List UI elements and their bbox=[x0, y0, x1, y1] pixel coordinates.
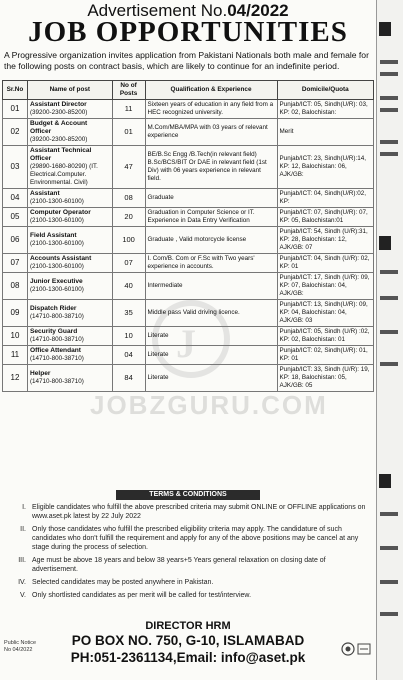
cell-sr-no: 08 bbox=[3, 273, 28, 300]
table-row bbox=[3, 119, 374, 146]
post-pay-scale: (2100-1300-60100) bbox=[29, 217, 84, 224]
cell-post-name bbox=[27, 119, 112, 146]
post-title: Dispatch Rider bbox=[29, 305, 77, 312]
table-row bbox=[3, 146, 374, 189]
director-title: DIRECTOR HRM bbox=[145, 620, 231, 632]
post-title: Accounts Assistant bbox=[29, 255, 92, 262]
cell-post-name bbox=[27, 254, 112, 273]
terms-item-text: Selected candidates may be posted anywhere in Pakistan. bbox=[32, 579, 214, 586]
terms-item-number: III. bbox=[18, 557, 26, 564]
cell-domicile: Punjab/ICT: 54, Sindh (U/R):31, KP: 28, Balochistan: 12, AJK/GB: 07 bbox=[277, 227, 373, 254]
cell-sr-no: 01 bbox=[3, 100, 28, 119]
cell-qualification: Graduate bbox=[145, 189, 277, 208]
cell-post-name bbox=[27, 227, 112, 254]
table-header-row bbox=[3, 81, 374, 100]
post-pay-scale: (2100-1300-60100) bbox=[29, 263, 84, 270]
jobs-table bbox=[2, 80, 374, 392]
watermark-logo-letter: J bbox=[176, 321, 196, 366]
cell-sr-no: 03 bbox=[3, 146, 28, 189]
terms-item-number: II. bbox=[20, 526, 26, 533]
cell-domicile: Punjab/ICT: 04, Sindh(U/R):02, KP: bbox=[277, 189, 373, 208]
cell-domicile: Punjab/ICT: 05, Sindh(U/R): 03, KP: 02, Balochistan: bbox=[277, 100, 373, 119]
cell-post-name bbox=[27, 146, 112, 189]
post-title: Helper bbox=[29, 370, 51, 377]
post-pay-scale: (14710-800-38710) bbox=[29, 336, 84, 343]
header-domicile: Domicile/Quota bbox=[277, 81, 373, 100]
terms-item bbox=[12, 525, 372, 552]
table-row bbox=[3, 208, 374, 227]
post-title: Security Guard bbox=[29, 328, 78, 335]
post-pay-scale: (14710-800-38710) bbox=[29, 355, 84, 362]
terms-item bbox=[12, 503, 372, 521]
advertisement-number: 04/2022 bbox=[227, 1, 289, 20]
cell-sr-no: 07 bbox=[3, 254, 28, 273]
cell-domicile: Punjab/ICT: 23, Sindh(U/R):14, KP: 12, Balochistan: 06, AJK/GB: bbox=[277, 146, 373, 189]
cell-sr-no: 09 bbox=[3, 300, 28, 327]
cell-domicile: Punjab/ICT: 33, Sindh (U/R): 19, KP: 18, Balochistan: 05, AJK/GB: 05 bbox=[277, 365, 373, 392]
cell-no-of-posts: 10 bbox=[112, 327, 145, 346]
header-no-of-posts: No of Posts bbox=[112, 81, 145, 100]
post-pay-scale: (2100-1300-60100) bbox=[29, 198, 84, 205]
cell-qualification: Literate bbox=[145, 346, 277, 365]
table-row bbox=[3, 327, 374, 346]
table-row bbox=[3, 346, 374, 365]
cell-no-of-posts: 100 bbox=[112, 227, 145, 254]
post-pay-scale: (39200-2300-85200) bbox=[29, 109, 88, 116]
post-title: Computer Operator bbox=[29, 209, 91, 216]
cell-sr-no: 11 bbox=[3, 346, 28, 365]
cell-qualification: BE/B.Sc Engg /B.Tech(in relevant field) B.Sc/BCS/BIT Or DAE in relevant field (1st Div) with 06 years experience in relevant field. bbox=[145, 146, 277, 189]
post-pay-scale: (14710-800-38710) bbox=[29, 313, 84, 320]
cell-sr-no: 05 bbox=[3, 208, 28, 227]
post-title: Assistant Technical Officer bbox=[29, 147, 92, 162]
cell-no-of-posts: 07 bbox=[112, 254, 145, 273]
watermark-text: JOBZGURU.COM bbox=[90, 390, 328, 420]
notice-number: No 04/2022 bbox=[4, 647, 33, 653]
cell-post-name bbox=[27, 300, 112, 327]
post-pay-scale: (39200-2300-85200) bbox=[29, 136, 88, 143]
table-row bbox=[3, 273, 374, 300]
header-name-of-post: Name of post bbox=[27, 81, 112, 100]
post-title: Office Attendant bbox=[29, 347, 81, 354]
post-title: Field Assistant bbox=[29, 232, 77, 239]
terms-item-text: Only those candidates who fulfill the prescribed eligibility criteria may apply. The candidature of such candidates who don't fulfill the requirement and apply for any of the above positions may be cancel at any stage during the process of selection. bbox=[32, 526, 359, 551]
post-pay-scale: (29890-1680-80290) (IT. Electrical.Computer. Environmental. Civil) bbox=[29, 163, 98, 186]
terms-heading: TERMS & CONDITIONS bbox=[116, 490, 260, 500]
cell-domicile: Punjab/ICT: 05, Sindh (U/R) :02, KP: 02, Balochistan: 01 bbox=[277, 327, 373, 346]
cell-sr-no: 12 bbox=[3, 365, 28, 392]
post-pay-scale: (14710-800-38710) bbox=[29, 378, 84, 385]
cell-no-of-posts: 47 bbox=[112, 146, 145, 189]
cell-domicile: Punjab/ICT: 07, Sindh(U/R): 07, KP: 05, Balochistan:01 bbox=[277, 208, 373, 227]
post-title: Assistant Director bbox=[29, 101, 87, 108]
post-title: Budget & Account Officer bbox=[29, 120, 88, 135]
terms-item bbox=[12, 591, 372, 600]
cell-domicile: Punjab/ICT: 04, Sindh (U/R): 02, KP: 01 bbox=[277, 254, 373, 273]
contact-line: PH:051-2361134,Email: info@aset.pk bbox=[70, 650, 306, 665]
cell-no-of-posts: 04 bbox=[112, 346, 145, 365]
adjacent-page-strip bbox=[376, 0, 403, 680]
terms-item-number: V. bbox=[20, 592, 26, 599]
postal-address: PO BOX NO. 750, G-10, ISLAMABAD bbox=[71, 633, 305, 648]
cell-no-of-posts: 11 bbox=[112, 100, 145, 119]
terms-item-number: I. bbox=[22, 504, 26, 511]
terms-item bbox=[12, 578, 372, 587]
table-row bbox=[3, 100, 374, 119]
cell-sr-no: 10 bbox=[3, 327, 28, 346]
post-pay-scale: (2100-1300-60100) bbox=[29, 240, 84, 247]
cell-domicile: Punjab/ICT: 13, Sindh(U/R): 09, KP: 04, Balochistan: 04, AJK/GB: 03 bbox=[277, 300, 373, 327]
post-title: Junior Executive bbox=[29, 278, 83, 285]
cell-domicile: Punjab/ICT: 02, Sindh(U/R): 01, KP: 01 bbox=[277, 346, 373, 365]
cell-qualification: M.Com/MBA/MPA with 03 years of relevant experience bbox=[145, 119, 277, 146]
cell-sr-no: 04 bbox=[3, 189, 28, 208]
post-title: Assistant bbox=[29, 190, 60, 197]
cell-no-of-posts: 20 bbox=[112, 208, 145, 227]
cell-no-of-posts: 40 bbox=[112, 273, 145, 300]
cell-post-name bbox=[27, 365, 112, 392]
table-row bbox=[3, 189, 374, 208]
table-row bbox=[3, 227, 374, 254]
cell-post-name bbox=[27, 208, 112, 227]
table-row bbox=[3, 254, 374, 273]
cell-no-of-posts: 01 bbox=[112, 119, 145, 146]
cell-qualification: Graduate , Valid motorcycle license bbox=[145, 227, 277, 254]
terms-item-number: IV. bbox=[18, 579, 26, 586]
advertisement-label: Advertisement No. bbox=[87, 1, 228, 20]
terms-item bbox=[12, 556, 372, 574]
post-pay-scale: (2100-1300-60100) bbox=[29, 286, 84, 293]
cell-qualification: Literate bbox=[145, 327, 277, 346]
cell-sr-no: 06 bbox=[3, 227, 28, 254]
terms-item-text: Only shortlisted candidates as per merit will be called for test/interview. bbox=[32, 592, 252, 599]
header-qualification: Qualification & Experience bbox=[145, 81, 277, 100]
page-title: JOB OPPORTUNITIES bbox=[28, 16, 348, 48]
cell-qualification: Middle pass Valid driving licence. bbox=[145, 300, 277, 327]
terms-list bbox=[12, 503, 372, 604]
notice-label: Public Notice bbox=[4, 640, 37, 646]
cell-qualification: I. Com/B. Com or F.Sc with Two years' experience in accounts. bbox=[145, 254, 277, 273]
cell-post-name bbox=[27, 327, 112, 346]
cell-qualification: Graduation in Computer Science or IT. Experience in Data Entry Verification bbox=[145, 208, 277, 227]
cell-qualification: Literate bbox=[145, 365, 277, 392]
cell-post-name bbox=[27, 100, 112, 119]
cell-post-name bbox=[27, 189, 112, 208]
cell-no-of-posts: 84 bbox=[112, 365, 145, 392]
cell-qualification: Intermediate bbox=[145, 273, 277, 300]
cell-domicile: Merit bbox=[277, 119, 373, 146]
cell-no-of-posts: 35 bbox=[112, 300, 145, 327]
table-row bbox=[3, 300, 374, 327]
cell-sr-no: 02 bbox=[3, 119, 28, 146]
intro-paragraph: A Progressive organization invites application from Pakistani Nationals both male and female for the following posts on contract basis, which are likely to continue for an indefinite period. bbox=[4, 50, 369, 71]
cell-no-of-posts: 08 bbox=[112, 189, 145, 208]
terms-item-text: Eligible candidates who fulfill the above prescribed criteria may submit ONLINE or OFFLINE applications on www.aset.pk latest by 22 July 2022 bbox=[32, 504, 366, 520]
cell-domicile: Punjab/ICT: 17, Sindh (U/R): 09, KP: 07, Balochistan: 04, AJK/GB: bbox=[277, 273, 373, 300]
header-sr-no: Sr.No bbox=[3, 81, 28, 100]
cell-post-name bbox=[27, 273, 112, 300]
cell-post-name bbox=[27, 346, 112, 365]
cell-qualification: Sixteen years of education in any field from a HEC recognized university. bbox=[145, 100, 277, 119]
table-row bbox=[3, 365, 374, 392]
terms-item-text: Age must be above 18 years and below 38 years+5 Years general relaxation on closing date of advertisement. bbox=[32, 557, 326, 573]
